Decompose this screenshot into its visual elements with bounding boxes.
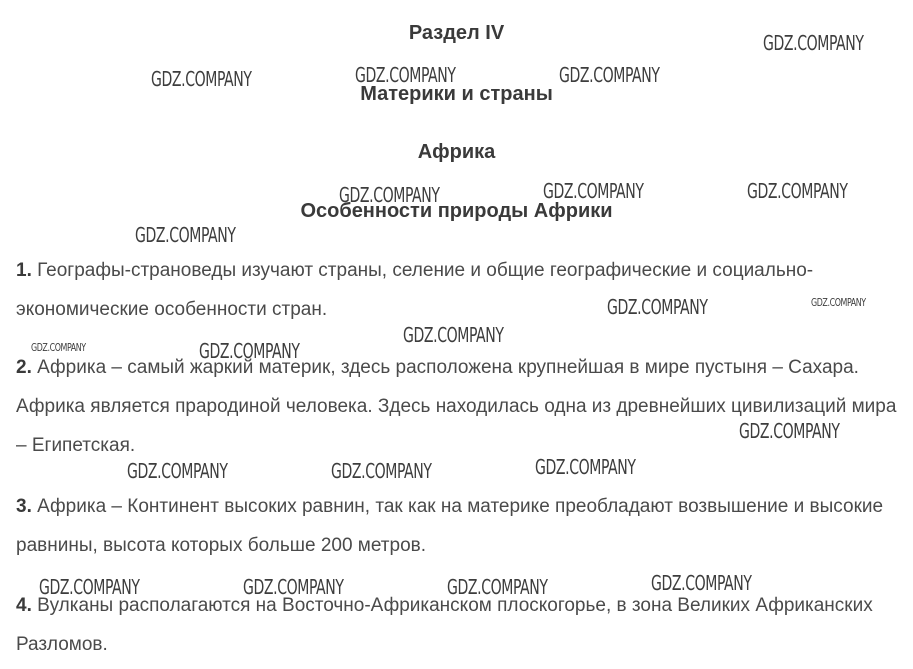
paragraph-2 <box>16 348 909 465</box>
continent-heading: Африка <box>417 141 496 163</box>
watermark: GDZ.COMPANY <box>339 183 440 207</box>
watermark: GDZ.COMPANY <box>151 67 252 91</box>
watermark: GDZ.COMPANY <box>127 459 228 483</box>
topic-heading: Особенности природы Африки <box>300 200 613 222</box>
watermark: GDZ.COMPANY <box>39 575 140 599</box>
watermark: GDZ.COMPANY <box>331 459 432 483</box>
paragraph-text: Вулканы располагаются на Восточно-Африканском плоскогорье, в зона Великих Африканских Разломов. <box>16 595 873 655</box>
paragraph-text: Африка – Континент высоких равнин, так как на материке преобладают возвышение и высокие равнины, высота которых больше 200 метров. <box>16 496 884 556</box>
watermark: GDZ.COMPANY <box>535 455 636 479</box>
paragraph-text: Географы-страноведы изучают страны, селение и общие географические и социально-экономические особенности стран. <box>16 260 814 320</box>
watermark: GDZ.COMPANY <box>403 323 504 347</box>
paragraph-text: Африка – самый жаркий материк, здесь расположена крупнейшая в мире пустыня – Сахара. Африка является прародиной человека. Здесь находилась одна из древнейших цивилизаций мира – Египетская. <box>16 357 897 456</box>
paragraph-number: 4. <box>16 595 32 616</box>
section-heading: Раздел IV <box>408 22 505 44</box>
paragraph-1 <box>16 251 909 329</box>
watermark: GDZ.COMPANY <box>607 295 708 319</box>
watermark: GDZ.COMPANY <box>135 223 236 247</box>
paragraph-number: 2. <box>16 357 32 378</box>
watermark: GDZ.COMPANY <box>811 296 866 309</box>
watermark: GDZ.COMPANY <box>31 341 86 354</box>
watermark: GDZ.COMPANY <box>243 575 344 599</box>
paragraph-3 <box>16 487 909 565</box>
paragraph-number: 1. <box>16 260 32 281</box>
paragraph-number: 3. <box>16 496 32 517</box>
watermark: GDZ.COMPANY <box>747 179 848 203</box>
watermark: GDZ.COMPANY <box>543 179 644 203</box>
watermark: GDZ.COMPANY <box>199 339 300 363</box>
watermark: GDZ.COMPANY <box>763 31 864 55</box>
subtitle-heading: Материки и страны <box>360 83 553 105</box>
watermark: GDZ.COMPANY <box>559 63 660 87</box>
watermark: GDZ.COMPANY <box>447 575 548 599</box>
watermark: GDZ.COMPANY <box>651 571 752 595</box>
watermark: GDZ.COMPANY <box>739 419 840 443</box>
watermark: GDZ.COMPANY <box>355 63 456 87</box>
